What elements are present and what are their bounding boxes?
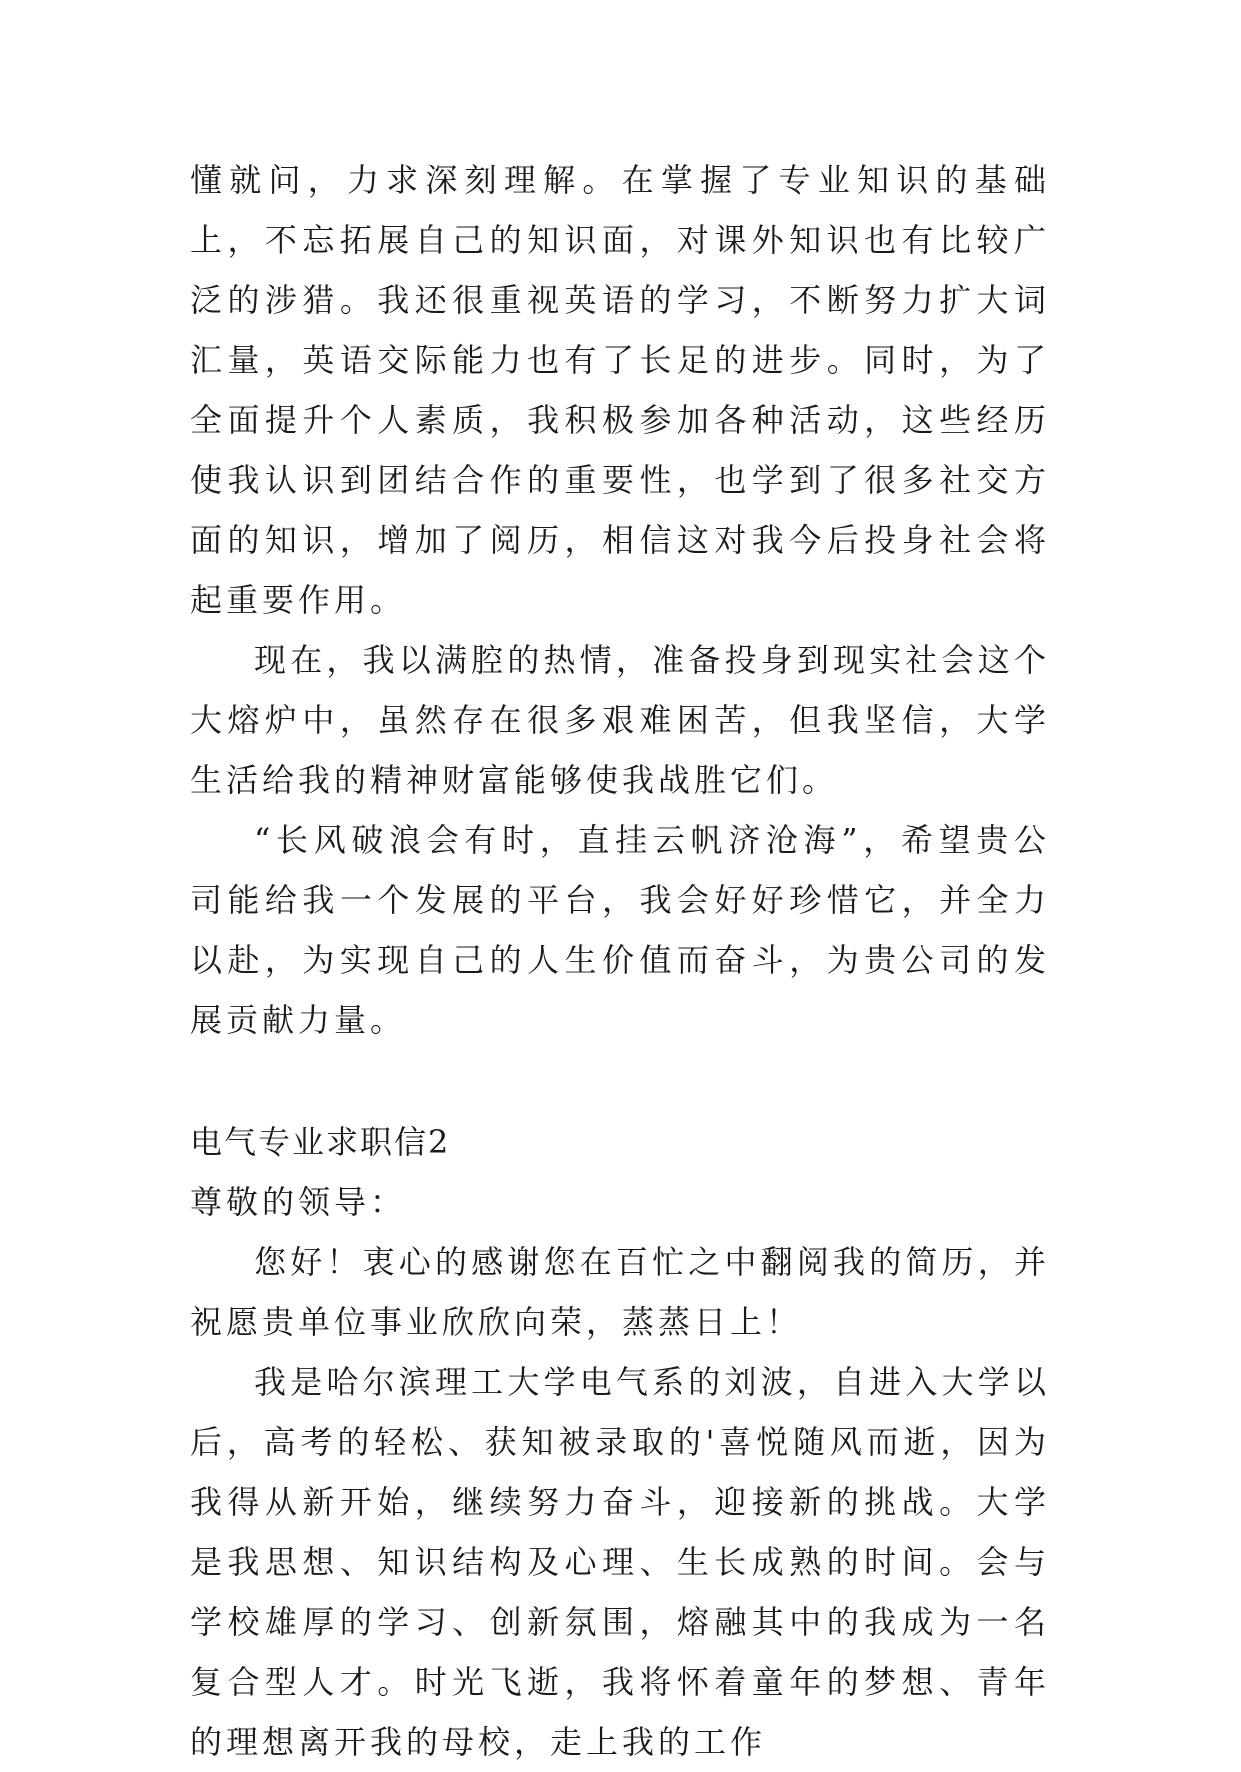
paragraph-quote: “长风破浪会有时，直挂云帆济沧海”，希望贵公司能给我一个发展的平台，我会好好珍惜它，并全力以赴，为实现自己的人生价值而奋斗，为贵公司的发展贡献力量。 — [190, 821, 1050, 1039]
document-body — [190, 150, 1050, 1772]
letter-title: 电气专业求职信2 — [190, 1123, 451, 1161]
continuation-paragraph: 懂就问，力求深刻理解。在掌握了专业知识的基础上，不忘拓展自己的知识面，对课外知识也有比较广泛的涉猎。我还很重视英语的学习，不断努力扩大词汇量，英语交际能力也有了长足的进步。同时，为了全面提升个人素质，我积极参加各种活动，这些经历使我认识到团结合作的重要性，也学到了很多社交方面的知识，增加了阅历，相信这对我今后投身社会将起重要作用。 — [190, 161, 1050, 619]
section-gap — [190, 1050, 1050, 1112]
greeting-paragraph: 您好！衷心的感谢您在百忙之中翻阅我的简历，并祝愿贵单位事业欣欣向荣，蒸蒸日上！ — [190, 1243, 1050, 1341]
salutation: 尊敬的领导： — [190, 1183, 407, 1221]
paragraph-now: 现在，我以满腔的热情，准备投身到现实社会这个大熔炉中，虽然存在很多艰难困苦，但我坚信，大学生活给我的精神财富能够使我战胜它们。 — [190, 641, 1050, 799]
intro-paragraph: 我是哈尔滨理工大学电气系的刘波，自进入大学以后，高考的轻松、获知被录取的'喜悦随风而逝，因为我得从新开始，继续努力奋斗，迎接新的挑战。大学是我思想、知识结构及心理、生长成熟的时间。会与学校雄厚的学习、创新氛围，熔融其中的我成为一名复合型人才。时光飞逝，我将怀着童年的梦想、青年的理想离开我的母校，走上我的工作 — [190, 1363, 1050, 1761]
